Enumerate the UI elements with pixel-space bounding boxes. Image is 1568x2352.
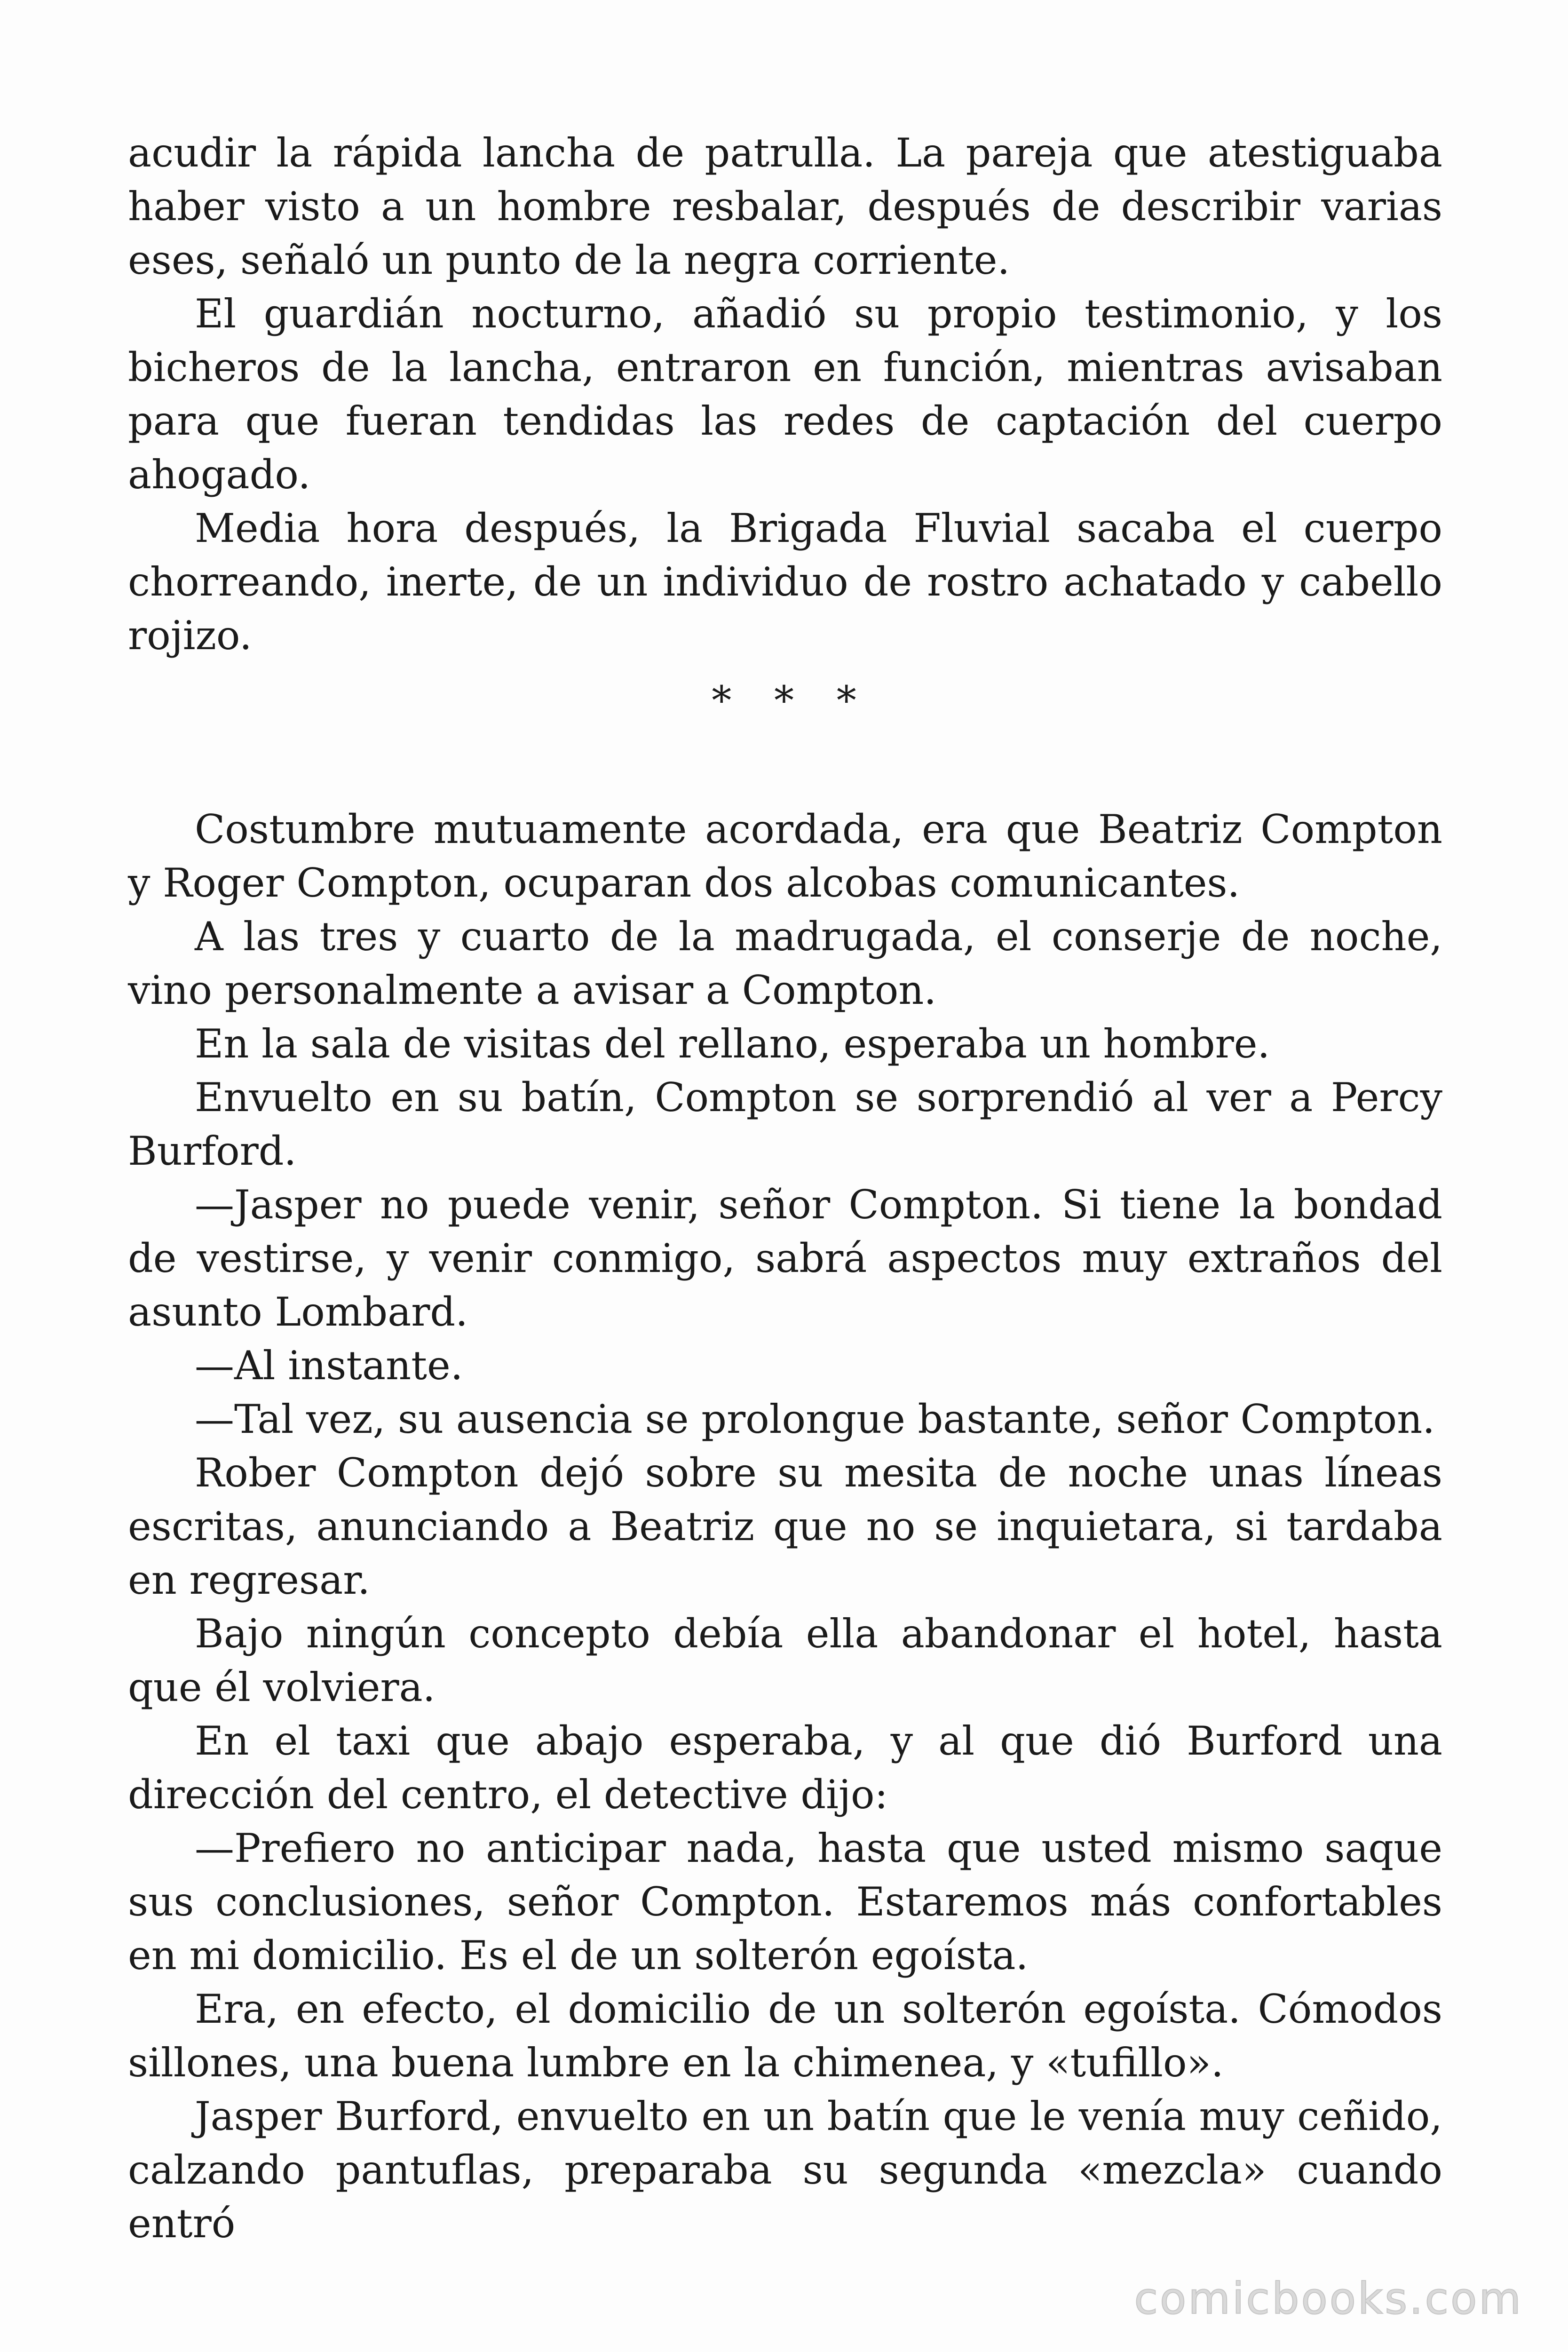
section-separator: * * * [712,677,871,723]
paragraph: A las tres y cuarto de la madrugada, el conserje de noche, vino personalmente a avisar a Compton. [128,914,1442,1013]
paragraph: El guardián nocturno, añadió su propio testimonio, y los bicheros de la lancha, entraron en función, mientras avisaban para que fueran tendidas las redes de captación del cuerpo ahogado. [128,291,1442,498]
watermark: comicbooks.com [1134,2273,1523,2324]
paragraph: —Tal vez, su ausencia se prolongue bastante, señor Compton. [195,1396,1435,1442]
paragraph: En la sala de visitas del rellano, esperaba un hombre. [195,1021,1270,1067]
paragraph: En el taxi que abajo esperaba, y al que dió Burford una dirección del centro, el detective dijo: [128,1718,1442,1818]
paragraph: Rober Compton dejó sobre su mesita de noche unas líneas escritas, anunciando a Beatriz que no se inquietara, si tardaba en regresar. [128,1450,1442,1603]
paragraph: Envuelto en su batín, Compton se sorprendió al ver a Percy Burford. [128,1074,1442,1174]
paragraph: —Jasper no puede venir, señor Compton. Si tiene la bondad de vestirse, y venir conmigo, sabrá aspectos muy extraños del asunto Lombard. [128,1182,1442,1335]
paragraph: acudir la rápida lancha de patrulla. La pareja que atestiguaba haber visto a un hombre resbalar, después de describir varias eses, señaló un punto de la negra corriente. [128,130,1442,283]
paragraph: —Prefiero no anticipar nada, hasta que usted mismo saque sus conclusiones, señor Compton. Estaremos más confortables en mi domicilio. Es el de un solterón egoísta. [128,1825,1442,1979]
text-block-bottom [128,803,1442,2250]
text-block-top [128,126,1442,662]
paragraph: Era, en efecto, el domicilio de un solterón egoísta. Cómodos sillones, una buena lumbre en la chimenea, y «tufillo». [128,1986,1442,2086]
paragraph: Jasper Burford, envuelto en un batín que le venía muy ceñido, calzando pantuflas, preparaba su segunda «mezcla» cuando entró [128,2093,1442,2247]
paragraph: Costumbre mutuamente acordada, era que Beatriz Compton y Roger Compton, ocuparan dos alcobas comunicantes. [128,806,1442,906]
paragraph: Bajo ningún concepto debía ella abandonar el hotel, hasta que él volviera. [128,1611,1442,1710]
paragraph: Media hora después, la Brigada Fluvial sacaba el cuerpo chorreando, inerte, de un individuo de rostro achatado y cabello rojizo. [128,505,1442,659]
paragraph: —Al instante. [195,1343,463,1389]
